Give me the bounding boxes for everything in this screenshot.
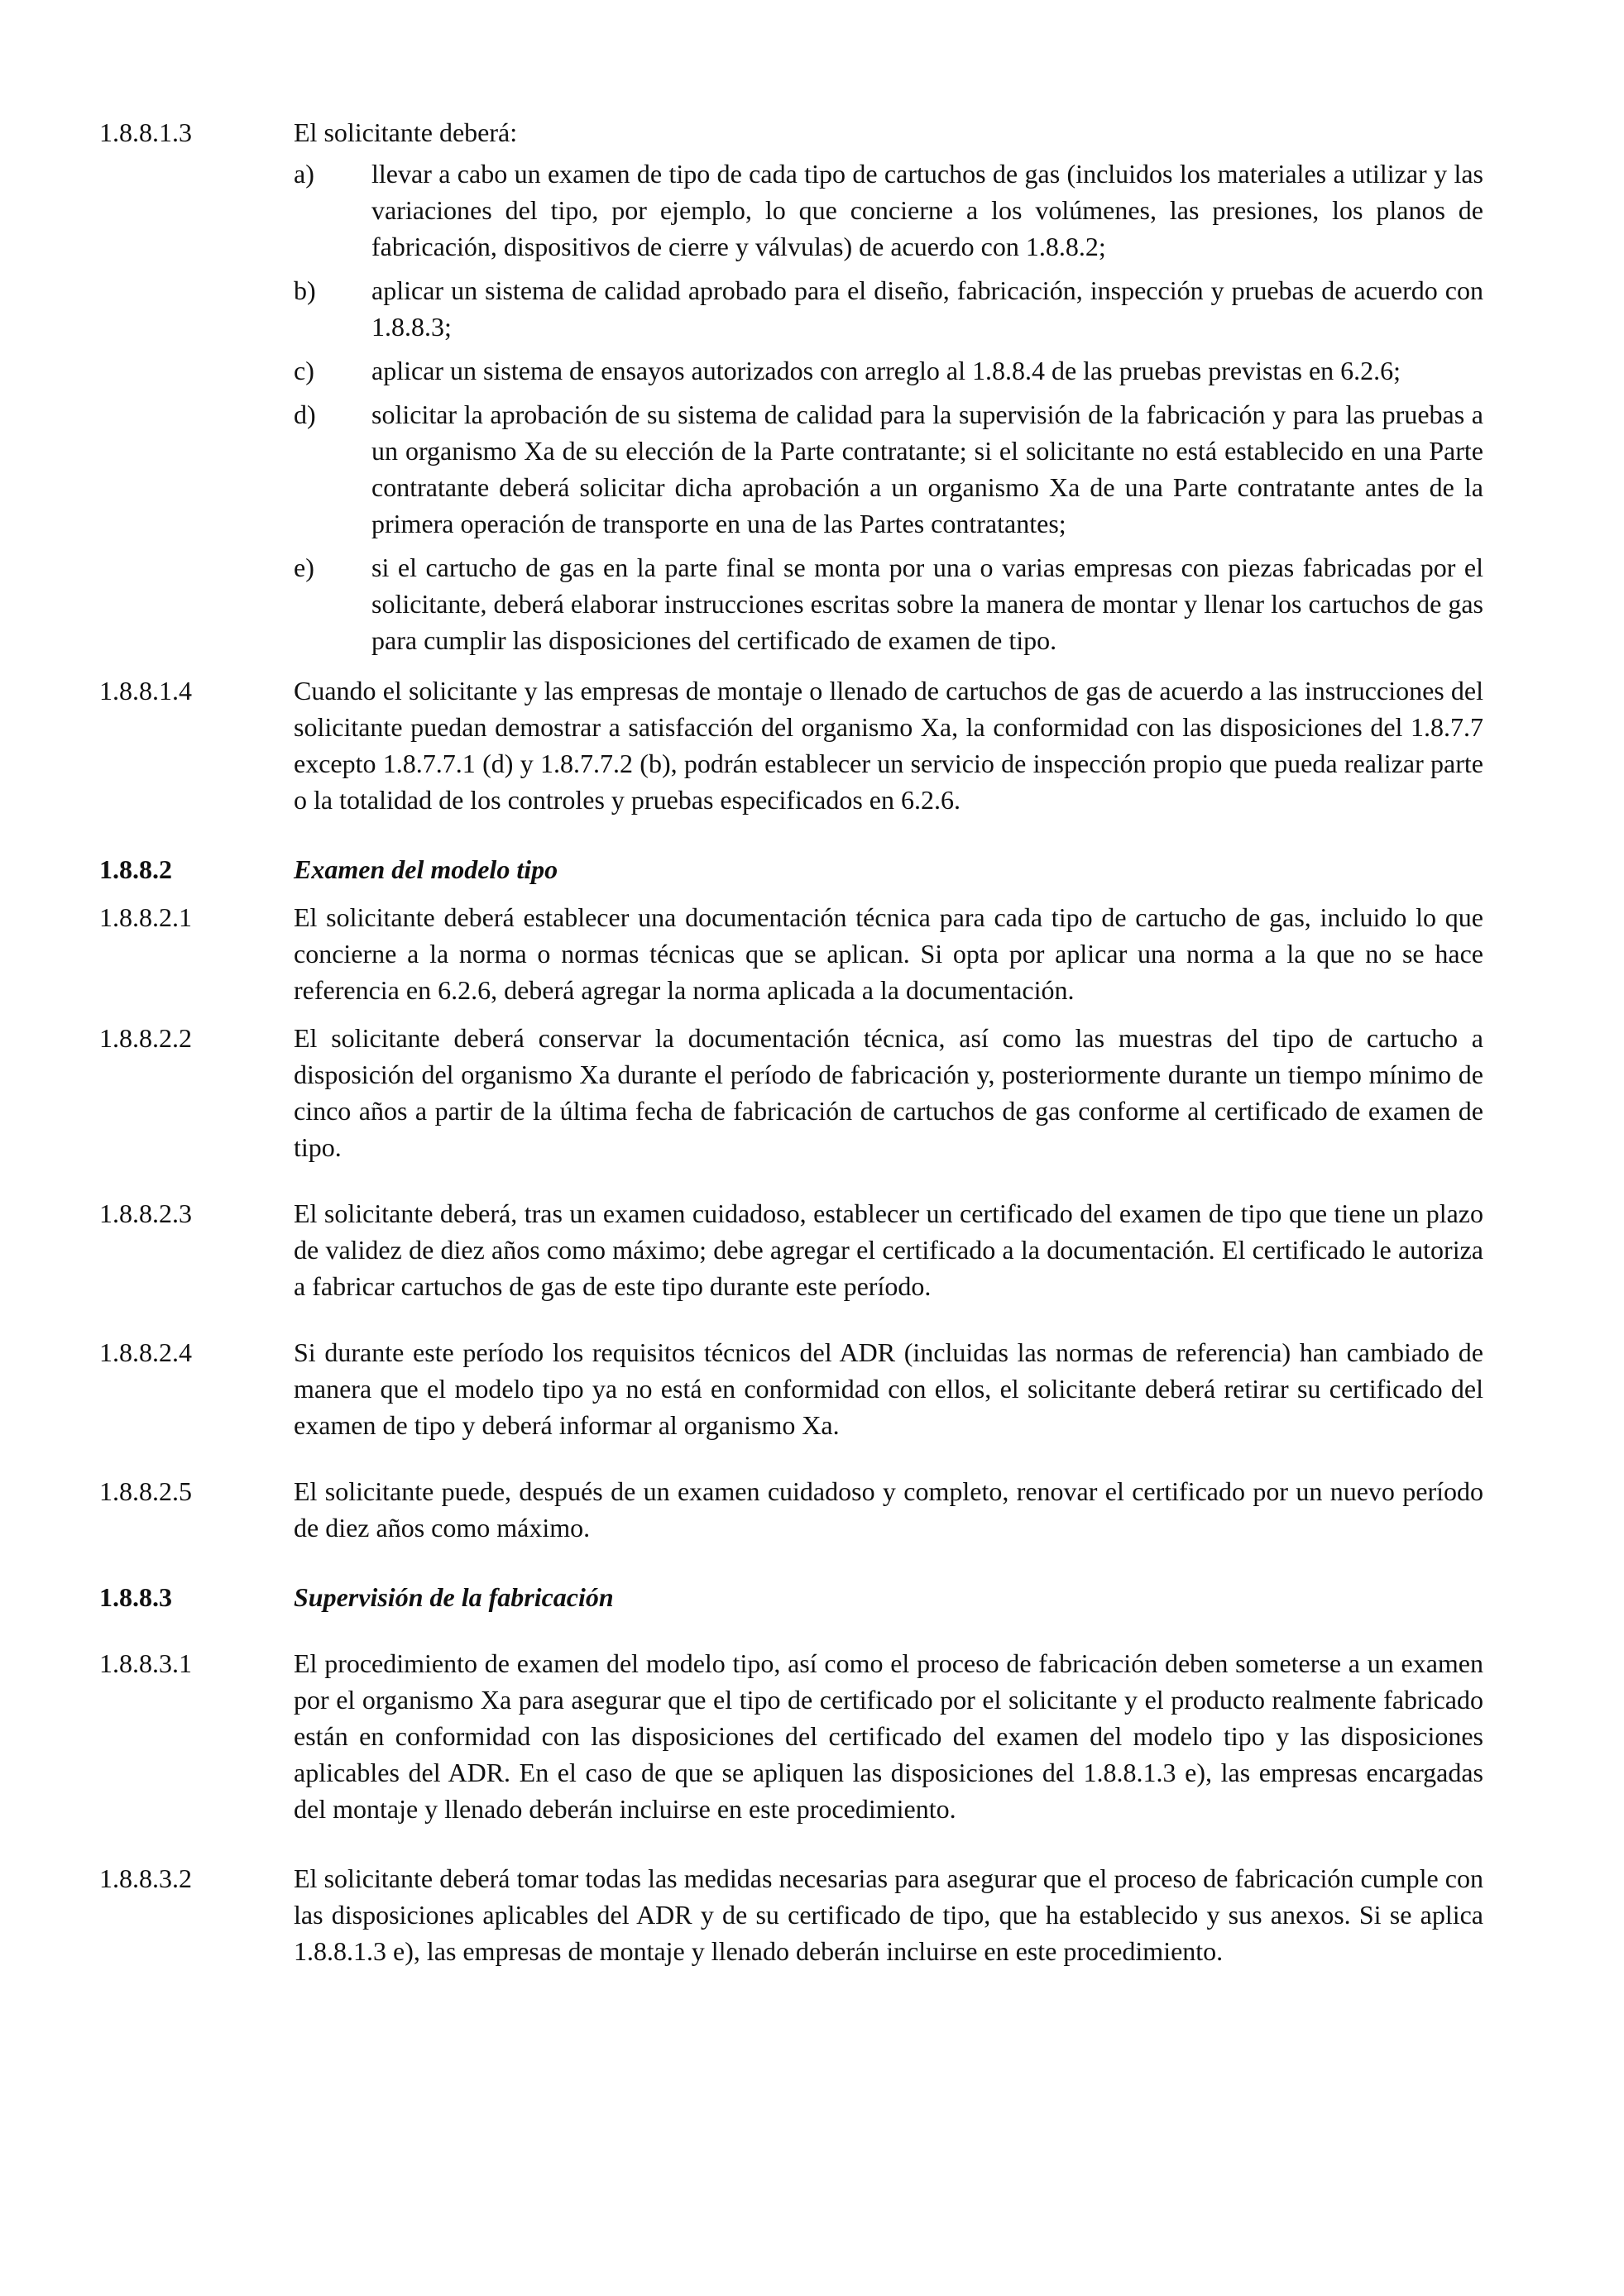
section-number: 1.8.8.2.1: [99, 902, 192, 932]
section-1-8-8-3-1: [99, 1645, 1483, 1827]
section-number: 1.8.8.3.2: [99, 1863, 192, 1893]
section-text: Cuando el solicitante y las empresas de montaje o llenado de cartuchos de gas de acuerdo a las instrucciones del solicitante puedan demostrar a satisfacción del organismo Xa, la conformidad con las disposiciones del 1.8.7.7 excepto 1.8.7.7.1 (d) y 1.8.7.7.2 (b), podrán establecer un servicio de inspección propio que pueda realizar parte o la totalidad de los controles y pruebas especificados en 6.2.6.: [294, 676, 1483, 815]
list-item-letter: d): [294, 399, 316, 429]
section-1-8-8-1-4: [99, 672, 1483, 818]
section-1-8-8-2-3: [99, 1195, 1483, 1304]
heading-number: 1.8.8.2: [99, 854, 172, 884]
list-item-d: [294, 396, 1483, 542]
section-text: El procedimiento de examen del modelo tipo, así como el proceso de fabricación deben someterse a un examen por el organismo Xa para asegurar que el tipo de certificado por el solicitante y el producto realmente fabricado están en conformidad con las disposiciones del certificado del examen del modelo tipo y las disposiciones aplicables del ADR. En el caso de que se apliquen las disposiciones del 1.8.8.1.3 e), las empresas encargadas del montaje y llenado deberán incluirse en este procedimiento.: [294, 1648, 1483, 1824]
list-item-text: solicitar la aprobación de su sistema de calidad para la supervisión de la fabricación y para las pruebas a un organismo Xa de su elección de la Parte contratante; si el solicitante no está establecido en una Parte contratante deberá solicitar dicha aprobación a un organismo Xa de una Parte contratante antes de la primera operación de transporte en una de las Partes contratantes;: [371, 399, 1483, 538]
list-item-letter: c): [294, 356, 314, 385]
list-item-a: [294, 155, 1483, 265]
section-number: 1.8.8.2.3: [99, 1198, 192, 1228]
section-body: [294, 114, 1483, 666]
heading-1-8-8-2: [99, 851, 1483, 887]
section-number: 1.8.8.2.5: [99, 1476, 192, 1506]
section-text: Si durante este período los requisitos técnicos del ADR (incluidas las normas de referencia) han cambiado de manera que el modelo tipo ya no está en conformidad con ellos, el solicitante deberá retirar su certificado del examen de tipo y deberá informar al organismo Xa.: [294, 1337, 1483, 1440]
list-item-text: llevar a cabo un examen de tipo de cada tipo de cartuchos de gas (incluidos los materiales a utilizar y las variaciones del tipo, por ejemplo, lo que concierne a los volúmenes, las presiones, los planos de fabricación, dispositivos de cierre y válvulas) de acuerdo con 1.8.8.2;: [371, 159, 1483, 261]
section-text: El solicitante deberá establecer una documentación técnica para cada tipo de cartucho de gas, incluido lo que concierne a la norma o normas técnicas que se aplican. Si opta por aplicar una norma a la que no se hace referencia en 6.2.6, deberá agregar la norma aplicada a la documentación.: [294, 902, 1483, 1005]
list-item-letter: b): [294, 275, 316, 305]
section-1-8-8-1-3: [99, 114, 1483, 666]
list-item-text: aplicar un sistema de ensayos autorizados con arreglo al 1.8.8.4 de las pruebas previstas en 6.2.6;: [371, 356, 1401, 385]
requirements-list: [294, 155, 1483, 658]
heading-number: 1.8.8.3: [99, 1582, 172, 1612]
list-item-letter: a): [294, 159, 314, 189]
section-intro: El solicitante deberá:: [294, 117, 518, 147]
section-text: El solicitante puede, después de un examen cuidadoso y completo, renovar el certificado por un nuevo período de diez años como máximo.: [294, 1476, 1483, 1543]
section-1-8-8-2-4: [99, 1334, 1483, 1443]
section-1-8-8-2-2: [99, 1020, 1483, 1165]
list-item-b: [294, 272, 1483, 345]
section-number: 1.8.8.2.4: [99, 1337, 192, 1367]
section-1-8-8-3-2: [99, 1860, 1483, 1969]
section-1-8-8-2-1: [99, 899, 1483, 1008]
list-item-c: [294, 352, 1483, 389]
list-item-e: [294, 549, 1483, 658]
section-text: El solicitante deberá, tras un examen cuidadoso, establecer un certificado del examen de tipo que tiene un plazo de validez de diez años como máximo; debe agregar el certificado a la documentación. El certificado le autoriza a fabricar cartuchos de gas de este tipo durante este período.: [294, 1198, 1483, 1301]
list-item-letter: e): [294, 552, 314, 582]
section-text: El solicitante deberá conservar la documentación técnica, así como las muestras del tipo de cartucho a disposición del organismo Xa durante el período de fabricación y, posteriormente durante un tiempo mínimo de cinco años a partir de la última fecha de fabricación de cartuchos de gas conforme al certificado de examen de tipo.: [294, 1023, 1483, 1162]
list-item-text: aplicar un sistema de calidad aprobado para el diseño, fabricación, inspección y pruebas de acuerdo con 1.8.8.3;: [371, 275, 1483, 342]
section-number: 1.8.8.2.2: [99, 1023, 192, 1053]
section-number: 1.8.8.1.4: [99, 676, 192, 706]
section-number: 1.8.8.1.3: [99, 117, 192, 147]
list-item-text: si el cartucho de gas en la parte final se monta por una o varias empresas con piezas fabricadas por el solicitante, deberá elaborar instrucciones escritas sobre la manera de montar y llenar los cartuchos de gas para cumplir las disposiciones del certificado de examen de tipo.: [371, 552, 1483, 655]
heading-1-8-8-3: [99, 1579, 1483, 1615]
section-text: El solicitante deberá tomar todas las medidas necesarias para asegurar que el proceso de fabricación cumple con las disposiciones aplicables del ADR y de su certificado de tipo, que ha establecido y sus anexos. Si se aplica 1.8.8.1.3 e), las empresas de montaje y llenado deberán incluirse en este procedimiento.: [294, 1863, 1483, 1966]
heading-title: Supervisión de la fabricación: [294, 1582, 614, 1612]
section-number: 1.8.8.3.1: [99, 1648, 192, 1678]
section-1-8-8-2-5: [99, 1473, 1483, 1546]
heading-title: Examen del modelo tipo: [294, 854, 558, 884]
